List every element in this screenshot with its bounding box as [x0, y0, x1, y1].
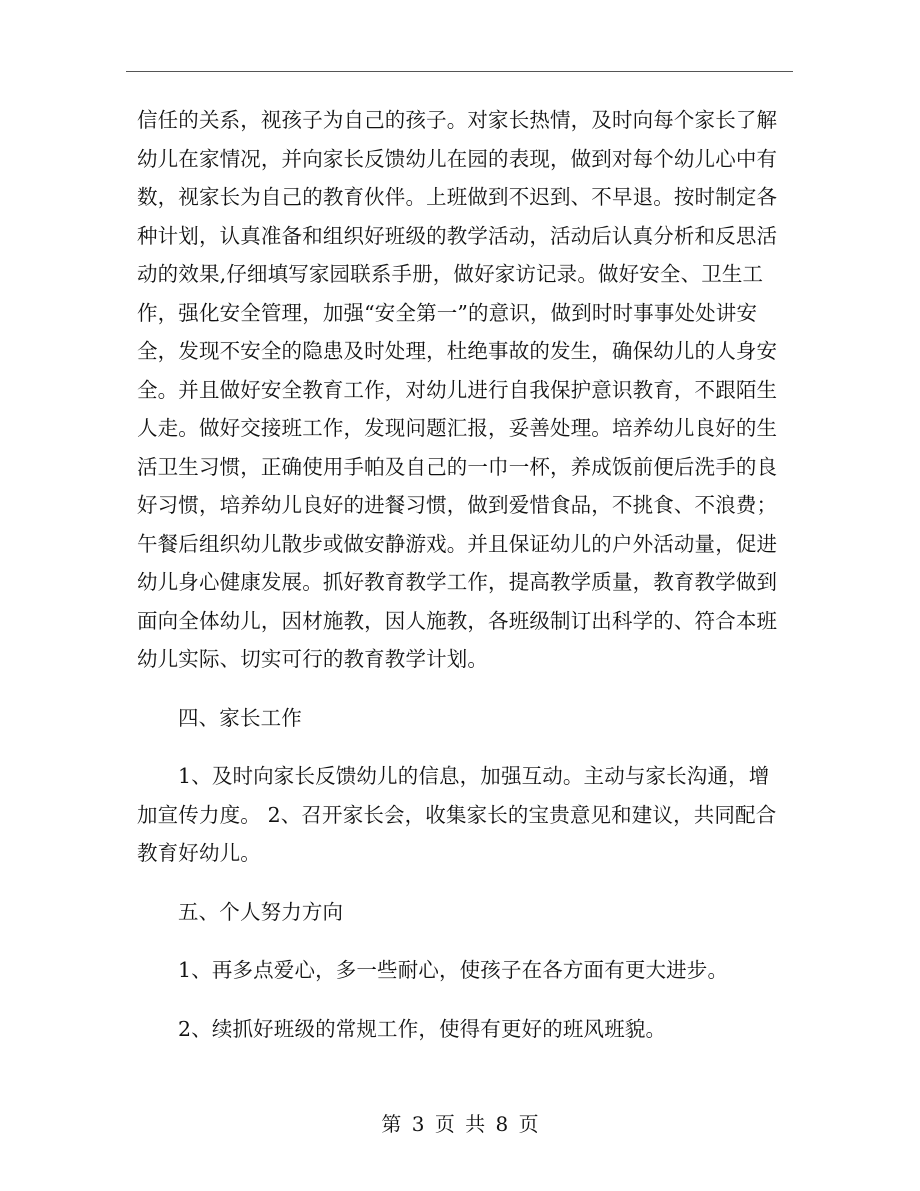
- page-number-footer: 第 3 页 共 8 页: [381, 1112, 539, 1136]
- section-heading-parent-work: 四、家长工作: [178, 705, 302, 730]
- body-line: 人走。做好交接班工作，发现问题汇报，妥善处理。培养幼儿良好的生: [137, 416, 778, 440]
- body-line: 幼儿身心健康发展。抓好教育教学工作，提高教学质量，教育教学做到: [137, 570, 778, 594]
- body-line: 幼儿在家情况，并向家长反馈幼儿在园的表现，做到对每个幼儿心中有: [137, 146, 778, 171]
- header-rule: [126, 71, 793, 72]
- body-line: 数，视家长为自己的教育伙伴。上班做到不迟到、不早退。按时制定各: [137, 185, 778, 209]
- section4-para-line: 加宣传力度。 2、召开家长会，收集家长的宝贵意见和建议，共同配合: [137, 802, 777, 827]
- body-line: 幼儿实际、切实可行的教育教学计划。: [137, 647, 489, 671]
- section4-para-line: 教育好幼儿。: [137, 841, 261, 865]
- page-body: [137, 101, 792, 1048]
- body-line: 活卫生习惯，正确使用手帕及自己的一巾一杯，养成饭前便后洗手的良: [137, 454, 778, 479]
- body-line: 动的效果,仔细填写家园联系手册，做好家访记录。做好安全、卫生工: [137, 262, 764, 286]
- section5-item-2: 2、续抓好班级的常规工作，使得有更好的班风班貌。: [178, 1016, 667, 1041]
- body-line: 全。并且做好安全教育工作，对幼儿进行自我保护意识教育，不跟陌生: [137, 377, 778, 402]
- body-line: 好习惯，培养幼儿良好的进餐习惯，做到爱惜食品，不挑食、不浪费；: [137, 493, 778, 517]
- body-line: 种计划，认真准备和组织好班级的教学活动，活动后认真分析和反思活: [137, 223, 778, 248]
- section5-item-1: 1、再多点爱心，多一些耐心，使孩子在各方面有更大进步。: [178, 958, 729, 982]
- body-line: 午餐后组织幼儿散步或做安静游戏。并且保证幼儿的户外活动量，促进: [137, 531, 778, 556]
- section4-para-line: 1、及时向家长反馈幼儿的信息，加强互动。主动与家长沟通，增: [178, 764, 770, 788]
- body-line: 全，发现不安全的隐患及时处理，杜绝事故的发生，确保幼儿的人身安: [137, 339, 778, 363]
- section-heading-personal-direction: 五、个人努力方向: [178, 899, 344, 924]
- body-line: 作，强化安全管理，加强“安全第一”的意识，做到时时事事处处讲安: [137, 300, 758, 325]
- body-line: 信任的关系，视孩子为自己的孩子。对家长热情，及时向每个家长了解: [137, 108, 778, 132]
- body-line: 面向全体幼儿，因材施教，因人施教，各班级制订出科学的、符合本班: [137, 608, 778, 633]
